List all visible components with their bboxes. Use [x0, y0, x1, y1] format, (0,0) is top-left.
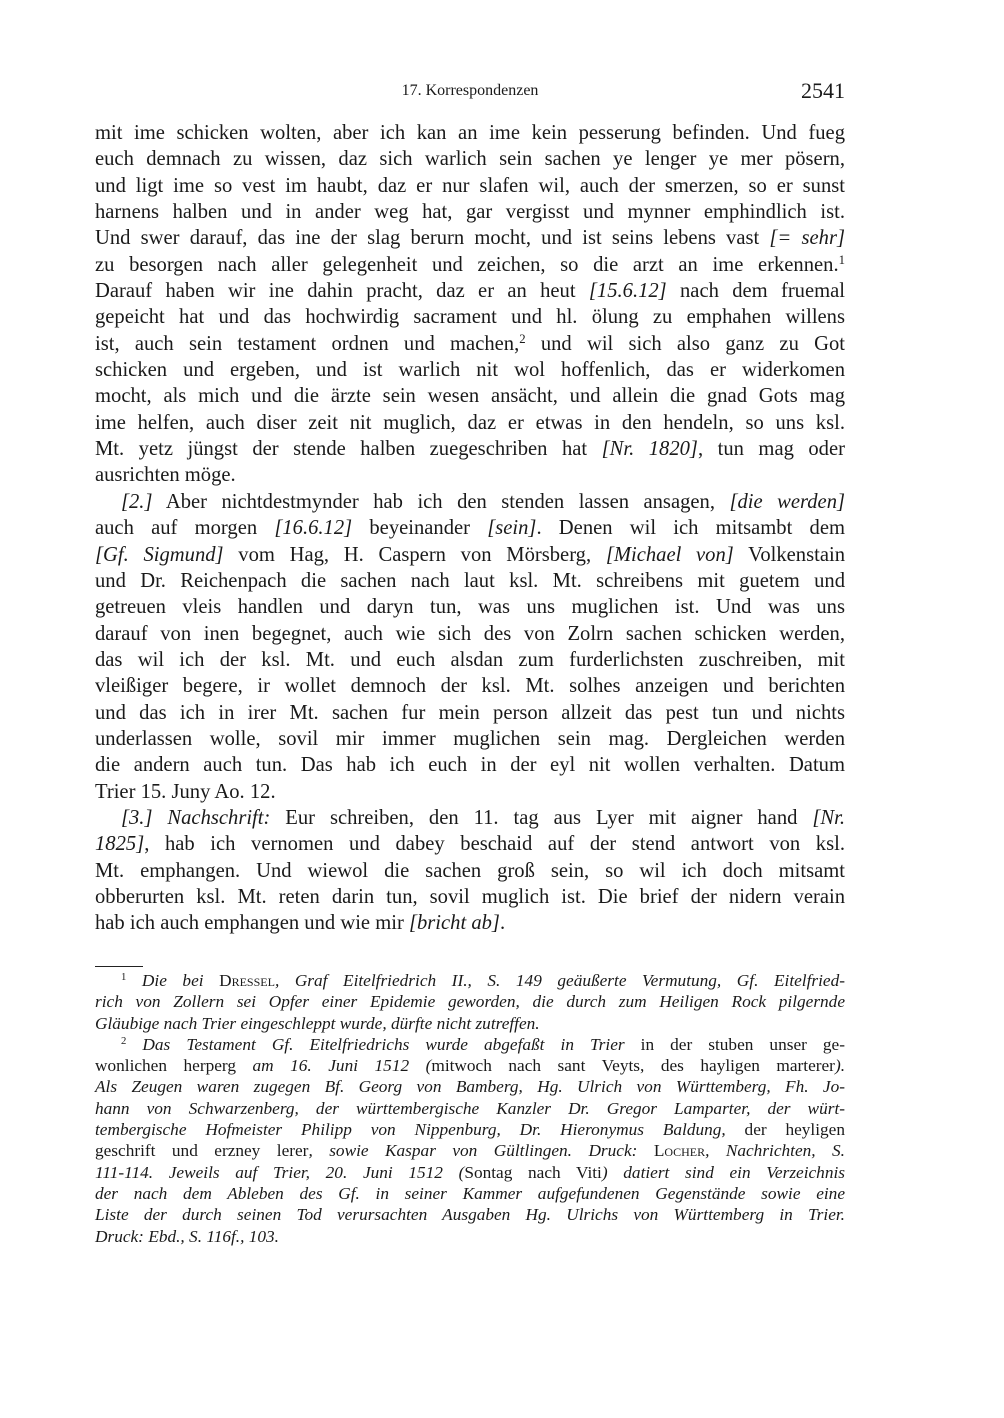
text-run: in der stuben unser ge- [624, 1034, 845, 1054]
text-run: und wil sich also ganz zu Got [525, 332, 845, 355]
footnote-line [95, 1162, 845, 1183]
italic-run: , Graf Eitelfriedrich II., S. 149 geäußerte Vermutung, Gf. Eitelfried- [274, 971, 845, 990]
italic-run: [Nr. [812, 806, 845, 829]
italic-run: der nach dem Ableben des Gf. in seiner Kammer aufgefundenen Gegenstände sowie eine [95, 1183, 845, 1203]
text-run: Sontag nach Viti [464, 1162, 602, 1182]
italic-run: [die werden] [729, 490, 845, 513]
text-line [95, 278, 845, 304]
text-run: das wil ich der ksl. Mt. und euch alsdan zum furderlichsten zuschreiben, mit [95, 648, 845, 671]
text-line [95, 436, 845, 462]
italic-run: 111-114. Jeweils auf Trier, 20. Juni 1512 ( [95, 1162, 465, 1182]
text-line [95, 252, 845, 278]
text-run: . [499, 912, 506, 935]
footnote-line [95, 1034, 845, 1055]
text-run: auch auf morgen [95, 517, 275, 540]
text-line [95, 173, 845, 199]
italic-run: rich von Zollern sei Opfer einer Epidemie geworden, die durch zum Heiligen Rock pilgernde [95, 992, 845, 1012]
text-run: euch demnach zu wissen, daz sich warlich sein sachen ye lenger ye mer pösern, [95, 148, 845, 171]
text-line [95, 726, 845, 752]
text-run: getreuen vleis handlen und daryn tun, was uns muglichen ist. Und was uns [95, 596, 845, 619]
italic-run: [= sehr] [769, 227, 845, 250]
italic-run: Das Testament Gf. Eitelfriedrichs wurde abgefaßt in Trier [142, 1034, 625, 1054]
text-run: , tun mag oder [697, 438, 845, 461]
text-line [95, 146, 845, 172]
italic-run: ). [834, 1056, 846, 1076]
text-run: Trier 15. Juny Ao. 12. [95, 780, 276, 803]
text-run: gepeicht hat und das hochwirdig sacrament und hl. ölung zu emphahen willens [95, 306, 845, 329]
text-line [95, 120, 845, 146]
text-line [95, 831, 845, 857]
text-run: wonlichen herperg [95, 1056, 253, 1076]
text-run: ist, auch sein testament ordnen und machen, [95, 332, 520, 355]
footnote-line [95, 1140, 845, 1161]
text-run: die andern auch tun. Das hab ich euch in der eyl nit wollen verhalten. Datum [95, 754, 845, 777]
footnote-divider [95, 966, 143, 967]
text-run: vleißiger begere, ir wollet demnoch der ksl. Mt. solhes anzeigen und berichten [95, 675, 845, 698]
text-run: underlassen wolle, sovil mir immer muglichen sein mag. Dergleichen werden [95, 727, 845, 750]
text-run: nach dem fruemal [666, 280, 845, 303]
text-line [95, 542, 845, 568]
footnote-line [95, 1013, 845, 1034]
text-run: , hab ich vernomen und dabey beschaid auf der stend antwort von ksl. [144, 833, 845, 856]
text-run: der heyligen [725, 1120, 845, 1140]
text-line [95, 647, 845, 673]
text-line [95, 515, 845, 541]
footnote-marker: 1 [121, 971, 127, 984]
text-run: mitwoch nach sant Veyts, des hayligen marterer [431, 1056, 835, 1076]
text-run: hab ich auch emphangen und wie mir [95, 912, 409, 935]
italic-run: [bricht ab] [408, 912, 500, 935]
footnote-line [95, 991, 845, 1012]
footnote-line [95, 1098, 845, 1119]
italic-run: [sein] [487, 517, 537, 540]
text-line [95, 383, 845, 409]
italic-run: hann von Schwarzenberg, der württembergische Kanzler Dr. Gregor Lamparter, der würt- [95, 1098, 845, 1118]
footnote-line [95, 1183, 845, 1204]
text-run: mocht, als mich und die ärzte sein wesen ansächt, und allein die gnad Gots mag [95, 385, 845, 408]
italic-run: [16.6.12] [274, 517, 353, 540]
italic-run: [3.] Nachschrift: [121, 806, 271, 829]
italic-run: am 16. Juni 1512 ( [252, 1056, 432, 1076]
italic-run: [Nr. 1820] [601, 438, 698, 461]
page-number: 2541 [801, 78, 845, 103]
text-run: schicken und ergeben, und ist warlich nit wol hoffenlich, das er widerkomen [95, 359, 845, 382]
text-line [95, 331, 845, 357]
italic-run: Druck: Ebd., S. 116f., 103. [95, 1226, 279, 1246]
text-run [126, 1035, 142, 1054]
footnote-line [95, 1076, 845, 1097]
footnote-marker: 2 [519, 331, 526, 346]
text-run: Volkenstain [733, 543, 845, 566]
italic-run: Die bei [141, 971, 204, 990]
text-run: ime helfen, auch diser zeit nit muglich, daz er etwas in den hendeln, so uns ksl. [95, 411, 845, 434]
italic-run: [Michael von] [605, 543, 734, 566]
text-line [95, 858, 845, 884]
author-name: Locher [653, 1141, 706, 1161]
italic-run: [2.] [121, 490, 153, 513]
footnote-marker: 2 [121, 1035, 127, 1047]
main-text [95, 120, 845, 937]
text-run: harnens halben und in ander weg hat, gar vergisst und mynner emphindlich ist. [95, 201, 845, 224]
text-run: ausrichten möge. [95, 464, 236, 487]
text-line [95, 752, 845, 778]
text-run [204, 971, 220, 990]
text-line [95, 568, 845, 594]
italic-run: tembergische Hofmeister Philipp von Nippenburg, Dr. Hieronymus Baldung, [95, 1120, 726, 1140]
footnote-line [95, 1055, 845, 1076]
text-line [95, 489, 845, 515]
text-line [95, 805, 845, 831]
text-run: Darauf haben wir ine dahin pracht, daz er an heut [95, 280, 589, 303]
text-run: Eur schreiben, den 11. tag aus Lyer mit aigner hand [270, 806, 813, 829]
running-header: 17. Korrespondenzen [401, 82, 539, 99]
text-run: . Denen wil ich mitsambt dem [536, 517, 845, 540]
text-line [95, 304, 845, 330]
text-line [95, 884, 845, 910]
text-line [95, 621, 845, 647]
italic-run: Als Zeugen waren zugegen Bf. Georg von Bamberg, Hg. Ulrich von Württemberg, Fh. Jo- [95, 1077, 845, 1097]
text-run: und das ich in irer Mt. sachen fur mein person allzeit das pest tun und nichts [95, 701, 845, 724]
text-run: Mt. emphangen. Und wiewol die sachen groß sein, so wil ich doch mitsamt [95, 859, 845, 882]
text-run: darauf von inen begegnet, auch wie sich des von Zolrn sachen schicken werden, [95, 622, 845, 645]
text-run: Aber nichtdestmynder hab ich den stenden lassen ansagen, [152, 490, 730, 513]
italic-run: , Nachrichten, S. [705, 1141, 846, 1161]
text-run: und Dr. Reichenpach die sachen nach laut ksl. Mt. schreibens mit guetem und [95, 569, 845, 592]
italic-run: , sowie Kaspar von Gültlingen. Druck: [308, 1141, 654, 1161]
text-run: geschrift und erzney lerer [95, 1141, 309, 1161]
footnote-line [95, 1226, 845, 1247]
text-line [95, 410, 845, 436]
text-run: und ligt ime so vest im haubt, daz er nur slafen wil, auch der smerzen, so er sunst [95, 174, 845, 197]
text-run: Mt. yetz jüngst der stende halben zuegeschriben hat [95, 438, 602, 461]
text-run: vom Hag, H. Caspern von Mörsberg, [223, 543, 606, 566]
text-run: mit ime schicken wolten, aber ich kan an ime kein pesserung befinden. Und fueg [95, 122, 845, 144]
text-run: beyeinander [352, 517, 488, 540]
text-line [95, 357, 845, 383]
text-line [95, 700, 845, 726]
text-line [95, 910, 845, 936]
text-run: obberurten ksl. Mt. reten darin tun, sovil muglich ist. Die brief der nidern verain [95, 885, 845, 908]
italic-run: Gläubige nach Trier eingeschleppt wurde, dürfte nicht zutreffen. [95, 1013, 540, 1033]
footnote-line [95, 970, 845, 991]
text-run: zu besorgen nach aller gelegenheit und zeichen, so die arzt an ime erkennen. [95, 253, 839, 276]
italic-run: [15.6.12] [588, 280, 667, 303]
text-line [95, 673, 845, 699]
text-line [95, 462, 845, 488]
author-name: Dressel [219, 971, 275, 990]
text-run: Und swer darauf, das ine der slag berurn mocht, und ist seins lebens vast [95, 227, 770, 250]
text-run [126, 971, 142, 990]
text-line [95, 594, 845, 620]
text-line [95, 199, 845, 225]
italic-run: Liste der durch seinen Tod verursachten Ausgaben Hg. Ulrichs von Württemberg in Trier. [95, 1205, 845, 1225]
footnotes [95, 970, 845, 1247]
footnote-marker: 1 [838, 252, 845, 267]
italic-run: [Gf. Sigmund] [95, 543, 224, 566]
text-line [95, 225, 845, 251]
text-line [95, 779, 845, 805]
footnote-line [95, 1119, 845, 1140]
italic-run: ) datiert sind ein Verzeichnis [601, 1162, 845, 1182]
footnote-line [95, 1204, 845, 1225]
italic-run: 1825] [95, 833, 145, 856]
